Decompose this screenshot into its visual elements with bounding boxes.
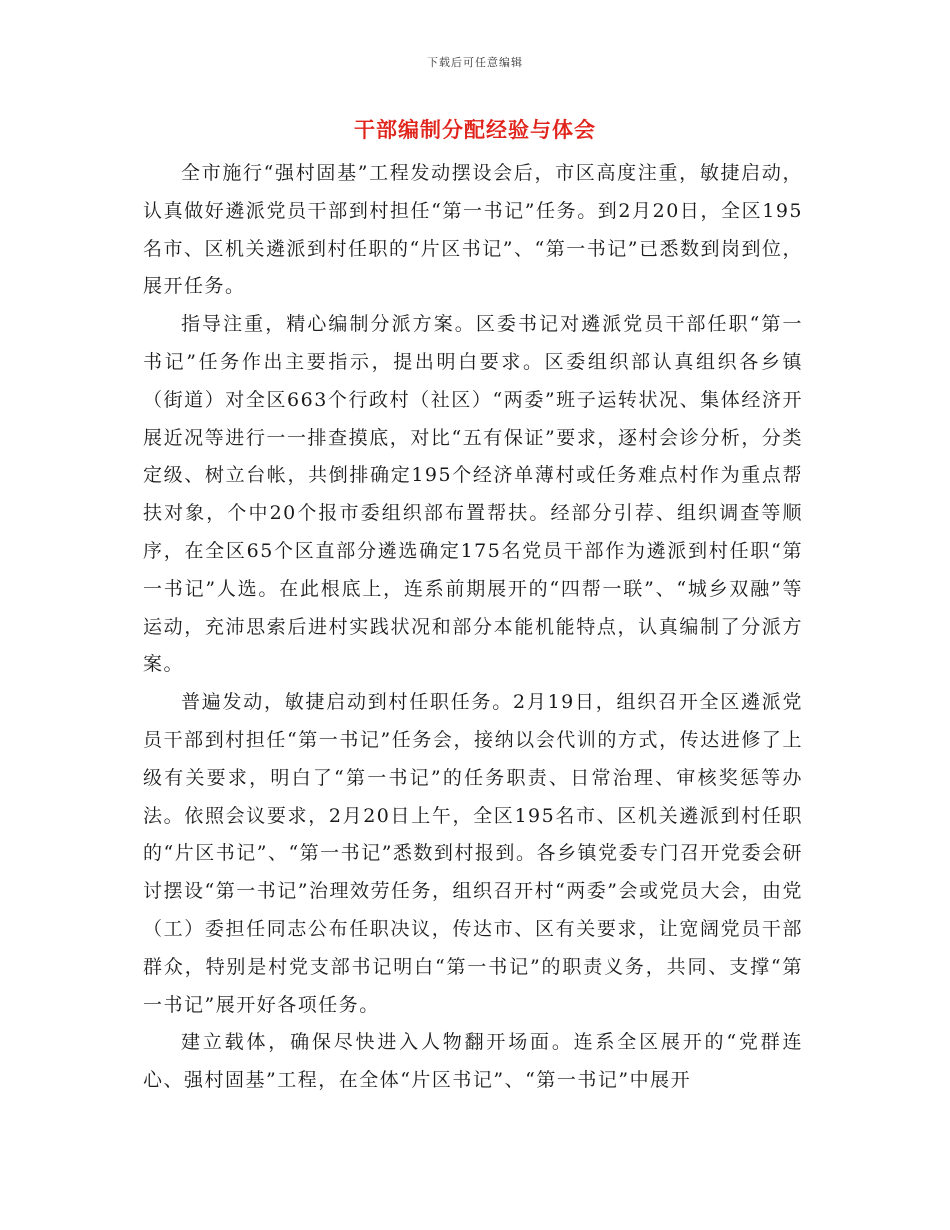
document-title: 干部编制分配经验与体会 [354,117,596,142]
paragraph-4: 建立载体，确保尽快进入人物翻开场面。连系全区展开的“党群连心、强村固基”工程，在全体“片区书记”、“第一书记”中展开 [143,1031,803,1092]
paragraph-2: 指导注重，精心编制分派方案。区委书记对遴派党员干部任职“第一书记”任务作出主要指示，提出明白要求。区委组织部认真组织各乡镇（街道）对全区663个行政村（社区）“两委”班子运转状况、集体经济开展近况等进行一一排查摸底，对比“五有保证”要求，逐村会诊分析，分类定级、树立台帐，共倒排确定195个经济单薄村或任务难点村作为重点帮扶对象，个中20个报市委组织部布置帮扶。经部分引荐、组织调查等顺序，在全区65个区直部分遴选确定175名党员干部作为遴派到村任职“第一书记”人选。在此根底上，连系前期展开的“四帮一联”、“城乡双融”等运动，充沛思索后进村实践状况和部分本能机能特点，认真编制了分派方案。 [143,313,803,676]
header-note: 下载后可任意编辑 [427,56,523,69]
paragraph-3: 普遍发动，敏捷启动到村任职任务。2月19日，组织召开全区遴派党员干部到村担任“第一书记”任务会，接纳以会代训的方式，传达进修了上级有关要求，明白了“第一书记”的任务职责、日常治理、审核奖惩等办法。依照会议要求，2月20日上午，全区195名市、区机关遴派到村任职的“片区书记”、“第一书记”悉数到村报到。各乡镇党委专门召开党委会研讨摆设“第一书记”治理效劳任务，组织召开村“两委”会或党员大会，由党（工）委担任同志公布任职决议，传达市、区有关要求，让宽阔党员干部群众，特别是村党支部书记明白“第一书记”的职责义务，共同、支撑“第一书记”展开好各项任务。 [143,691,803,1016]
paragraph-1: 全市施行“强村固基”工程发动摆设会后，市区高度注重，敏捷启动，认真做好遴派党员干部到村担任“第一书记”任务。到2月20日，全区195名市、区机关遴派到村任职的“片区书记”、“第一书记”已悉数到岗到位，展开任务。 [143,162,803,298]
document-body [143,155,803,1100]
